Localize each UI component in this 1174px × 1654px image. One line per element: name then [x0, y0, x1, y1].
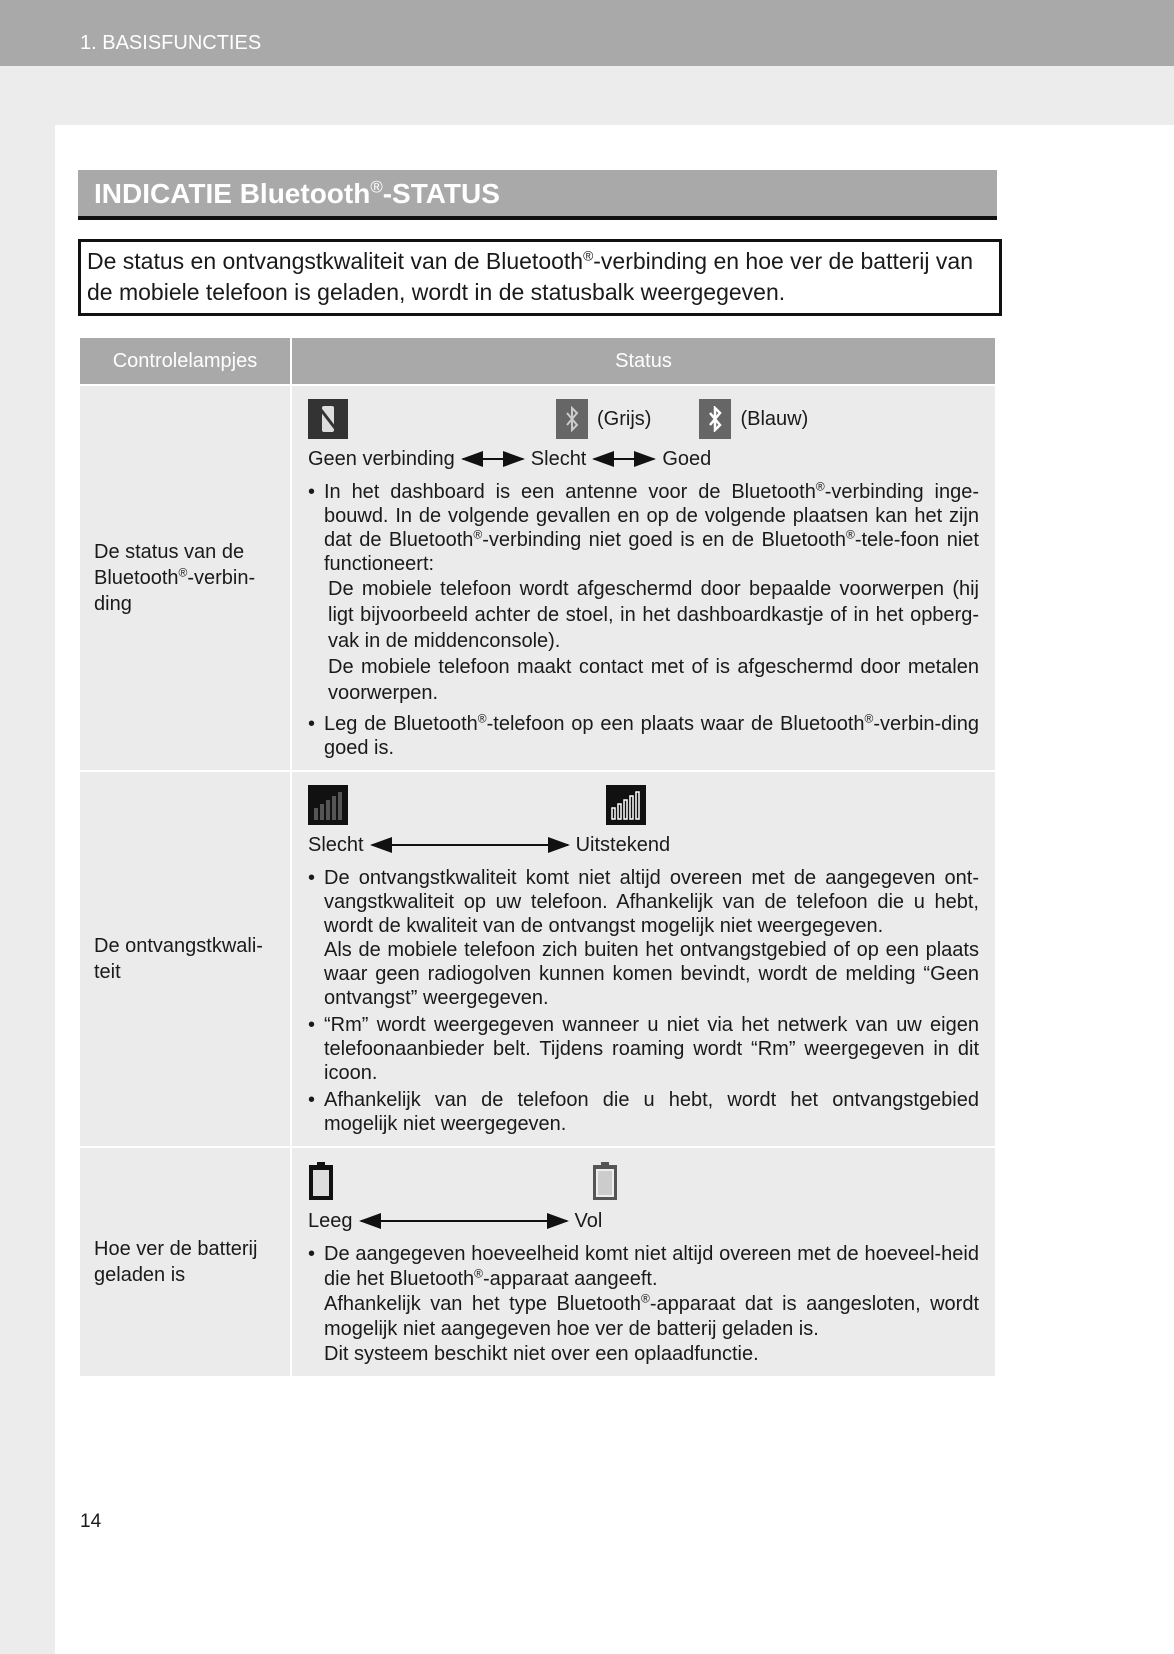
- row-label: De status van de Bluetooth®-verbin-ding: [79, 385, 291, 771]
- bluetooth-grey-icon: [556, 399, 588, 439]
- row-label: Hoe ver de batterij geladen is: [79, 1147, 291, 1377]
- row-status: [291, 1147, 996, 1377]
- intro-text-2: -verbinding en hoe ver de batterij van de mobiele telefoon is geladen, wordt in de statusbalk weergegeven.: [87, 248, 974, 305]
- reg-mark: ®: [583, 248, 594, 264]
- column-header-status: Status: [291, 337, 996, 385]
- status-table: [78, 336, 997, 1378]
- section-title: 1. BASISFUNCTIES: [80, 32, 262, 54]
- bullet-item: • In het dashboard is een antenne voor de Bluetooth®-verbinding inge-bouwd. In de volgende gevallen en op de volgende plaatsen kan het zijn dat de Bluetooth®-verbinding niet goed is en de Bluetooth®-tele-foon niet functioneert: De mobiele telefoon wordt afgeschermd door bepaalde voorwerpen (hij ligt bijvoorbeeld achter de stoel, in het dashboardkastje of in het opberg-vak in de middenconsole). De mobiele telefoon maakt contact met of is afgeschermd door metalen voorwerpen.: [308, 480, 979, 706]
- page-number: 14: [80, 1511, 102, 1532]
- intro-box: [78, 239, 1002, 316]
- battery-full-icon: [592, 1161, 618, 1201]
- title-suffix: -STATUS: [382, 178, 500, 209]
- double-arrow-icon: [463, 458, 523, 460]
- bullet-item: • De aangegeven hoeveelheid komt niet altijd overeen met de hoeveel-heid die het Bluetooth®-apparaat aangeeft. Afhankelijk van het type Bluetooth®-apparaat dat is aangesloten, wordt mogelijk niet aangegeven hoe ver de batterij geladen is. Dit systeem beschikt niet over een oplaadfunctie.: [308, 1242, 979, 1366]
- double-arrow-icon: [372, 844, 568, 846]
- icon-label-grijs: (Grijs): [597, 407, 652, 430]
- page-title: [78, 170, 997, 220]
- row-status: [291, 385, 996, 771]
- table-row: [79, 1147, 996, 1377]
- signal-weak-icon: [308, 785, 348, 825]
- signal-scale: Slecht Uitstekend: [308, 833, 671, 856]
- bullet-item: • De ontvangstkwaliteit komt niet altijd overeen met de aangegeven ont-vangstkwaliteit op uw telefoon. Afhankelijk van de telefoon die u hebt, wordt de kwaliteit van de ontvangst mogelijk niet weergegeven. Als de mobiele telefoon zich buiten het ontvangstgebied of op een plaats waar geen radiogolven kunnen komen bevindt, wordt de melding “Geen ontvangst” weergegeven.: [308, 866, 979, 1010]
- double-arrow-icon: [361, 1220, 567, 1222]
- bullet-item: • “Rm” wordt weergegeven wanneer u niet via het netwerk van uw eigen telefoonaanbieder belt. Tijdens roaming wordt “Rm” weergegeven in dit icoon.: [308, 1013, 979, 1085]
- row-status: [291, 771, 996, 1147]
- no-phone-icon: [308, 399, 348, 439]
- icon-label-blauw: (Blauw): [740, 407, 809, 430]
- bullet-item: • Leg de Bluetooth®-telefoon op een plaats waar de Bluetooth®-verbin-ding goed is.: [308, 712, 979, 760]
- bluetooth-blue-icon: [699, 399, 731, 439]
- signal-excellent-icon: [606, 785, 646, 825]
- connection-scale: Geen verbinding Slecht Goed: [308, 447, 712, 470]
- table-row: [79, 385, 996, 771]
- battery-empty-icon: [308, 1161, 334, 1201]
- column-header-controlelampjes: Controlelampjes: [79, 337, 291, 385]
- reg-mark: ®: [370, 177, 383, 197]
- intro-text: De status en ontvangstkwaliteit van de Bluetooth: [87, 248, 584, 274]
- double-arrow-icon: [594, 458, 654, 460]
- bullet-item: • Afhankelijk van de telefoon die u hebt, wordt het ontvangstgebied mogelijk niet weergegeven.: [308, 1088, 979, 1136]
- sub-item: De mobiele telefoon wordt afgeschermd door bepaalde voorwerpen (hij ligt bijvoorbeeld achter de stoel, in het dashboardkastje of in het opberg-vak in de middenconsole).: [328, 578, 979, 652]
- sub-item: De mobiele telefoon maakt contact met of is afgeschermd door metalen voorwerpen.: [328, 656, 979, 704]
- row-label: De ontvangstkwali-teit: [79, 771, 291, 1147]
- section-header: [0, 0, 1174, 66]
- battery-scale: Leeg Vol: [308, 1209, 603, 1232]
- table-row: [79, 771, 996, 1147]
- title-text: INDICATIE Bluetooth: [94, 178, 371, 209]
